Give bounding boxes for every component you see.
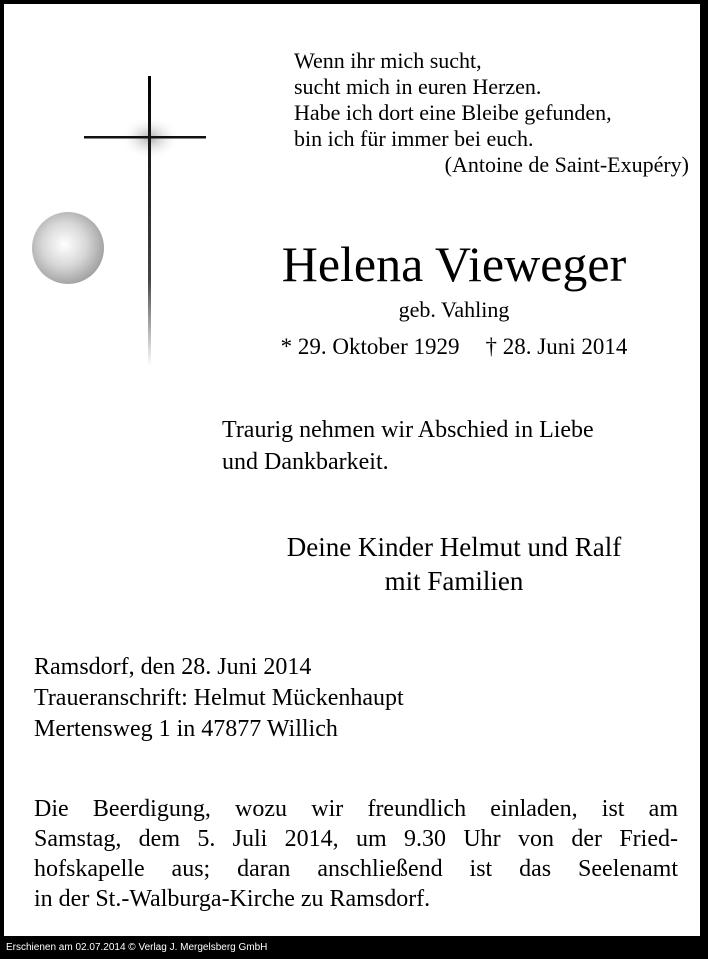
- cross-horizontal-beam: [84, 136, 206, 139]
- death-date: † 28. Juni 2014: [485, 334, 628, 359]
- poem-line: Habe ich dort eine Bleibe gefunden,: [294, 100, 612, 125]
- mourning-text: [222, 414, 692, 478]
- deceased-name: Helena Vieweger: [281, 236, 627, 292]
- funeral-line: in der St.-Walburga-Kirche zu Ramsdorf.: [34, 886, 431, 912]
- moon-shape: [32, 212, 104, 284]
- poem-quote: [294, 48, 689, 178]
- address-line: Ramsdorf, den 28. Juni 2014: [34, 654, 312, 680]
- poem-line: sucht mich in euren Herzen.: [294, 74, 542, 99]
- obituary-card: [4, 4, 700, 936]
- funeral-line: Die Beerdigung, wozu wir freundlich einladen, ist am: [34, 796, 678, 822]
- birth-name: geb. Vahling: [398, 297, 510, 322]
- mourning-address: [34, 652, 674, 745]
- mourning-line: Traurig nehmen wir Abschied in Liebe: [222, 417, 594, 443]
- funeral-line: hofskapelle aus; daran anschließend ist das Seelenamt: [34, 856, 678, 882]
- family-line: mit Familien: [384, 566, 524, 596]
- address-line: Traueranschrift: Helmut Mückenhaupt: [34, 685, 404, 711]
- cross-vertical-beam: [148, 76, 151, 366]
- poem-line: bin ich für immer bei euch.: [294, 126, 534, 151]
- address-line: Mertensweg 1 in 47877 Willich: [34, 716, 338, 742]
- family-signature: [204, 530, 700, 598]
- funeral-notice: [34, 794, 678, 914]
- mourning-line: und Dankbarkeit.: [222, 449, 389, 475]
- publication-footer: Erschienen am 02.07.2014 © Verlag J. Mergelsberg GmbH: [6, 942, 268, 953]
- birth-date: * 29. Oktober 1929: [280, 334, 460, 359]
- cross-icon: [28, 72, 218, 372]
- family-line: Deine Kinder Helmut und Ralf: [286, 532, 622, 562]
- poem-author: (Antoine de Saint-Exupéry): [444, 152, 689, 177]
- life-dates: [219, 332, 689, 362]
- funeral-line: Samstag, dem 5. Juli 2014, um 9.30 Uhr von der Fried-: [34, 826, 678, 852]
- poem-line: Wenn ihr mich sucht,: [294, 48, 482, 73]
